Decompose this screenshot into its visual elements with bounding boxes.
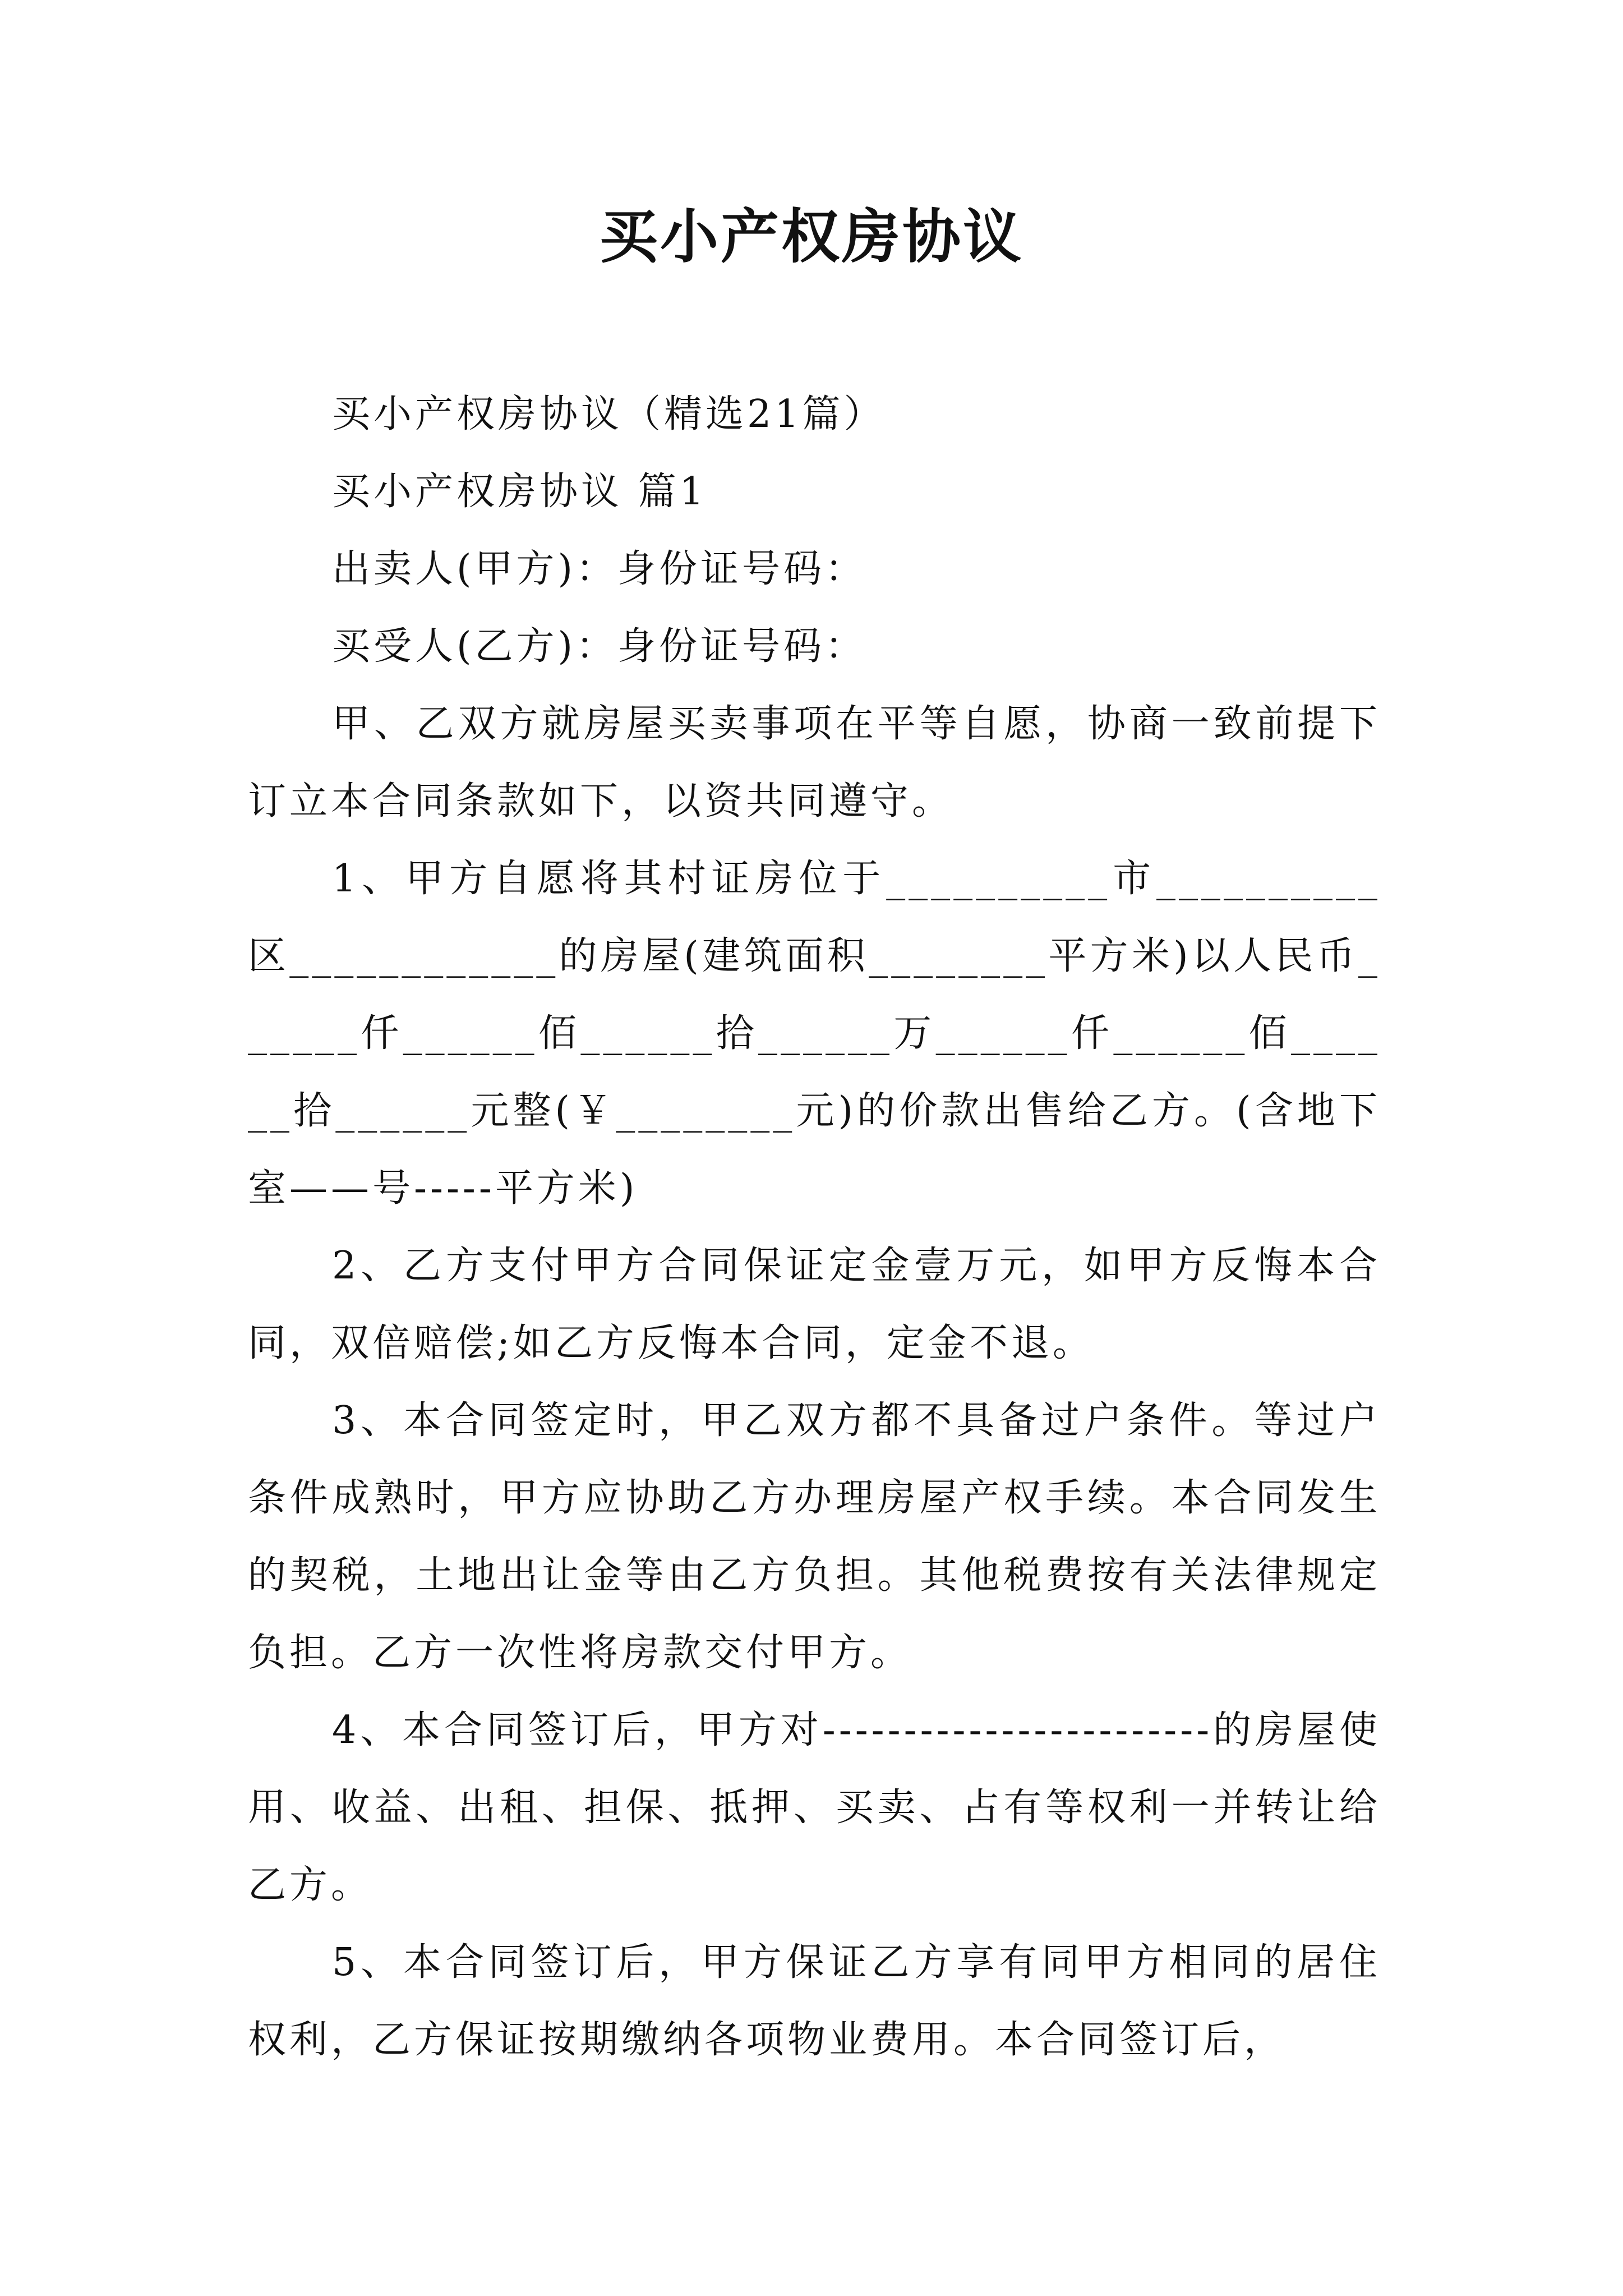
buyer-line: 买受人(乙方)：身份证号码：: [332, 624, 867, 669]
subtitle-paragraph: 买小产权房协议（精选21篇）: [332, 392, 886, 436]
clause-5: 5、本合同签订后，甲方保证乙方享有同甲方相同的居住权利，乙方保证按期缴纳各项物业费用。本合同签订后，: [248, 1940, 1381, 2062]
clause-4: 4、本合同签订后，甲方对------------------------的房屋使用、收益、出租、担保、抵押、买卖、占有等权利一并转让给乙方。: [248, 1708, 1381, 1907]
preamble-paragraph: 甲、乙双方就房屋买卖事项在平等自愿，协商一致前提下订立本合同条款如下，以资共同遵守。: [248, 702, 1381, 823]
document-body: [248, 376, 1381, 2079]
document-title: 买小产权房协议: [599, 203, 1023, 271]
clause-3: 3、本合同签定时，甲乙双方都不具备过户条件。等过户条件成熟时，甲方应协助乙方办理房屋产权手续。本合同发生的契税，土地出让金等由乙方负担。其他税费按有关法律规定负担。乙方一次性将房款交付甲方。: [248, 1398, 1381, 1675]
section-heading: 买小产权房协议 篇1: [332, 470, 707, 514]
clause-2: 2、乙方支付甲方合同保证定金壹万元，如甲方反悔本合同，双倍赔偿;如乙方反悔本合同，定金不退。: [248, 1244, 1381, 1365]
clause-1: 1、甲方自愿将其村证房位于__________市__________区____________的房屋(建筑面积________平方米)以人民币______仟______佰______拾______万______仟______佰______拾______元整(￥________元)的价款出售给乙方。(含地下室——号-----平方米): [248, 857, 1381, 1211]
seller-line: 出卖人(甲方)：身份证号码：: [332, 547, 867, 591]
